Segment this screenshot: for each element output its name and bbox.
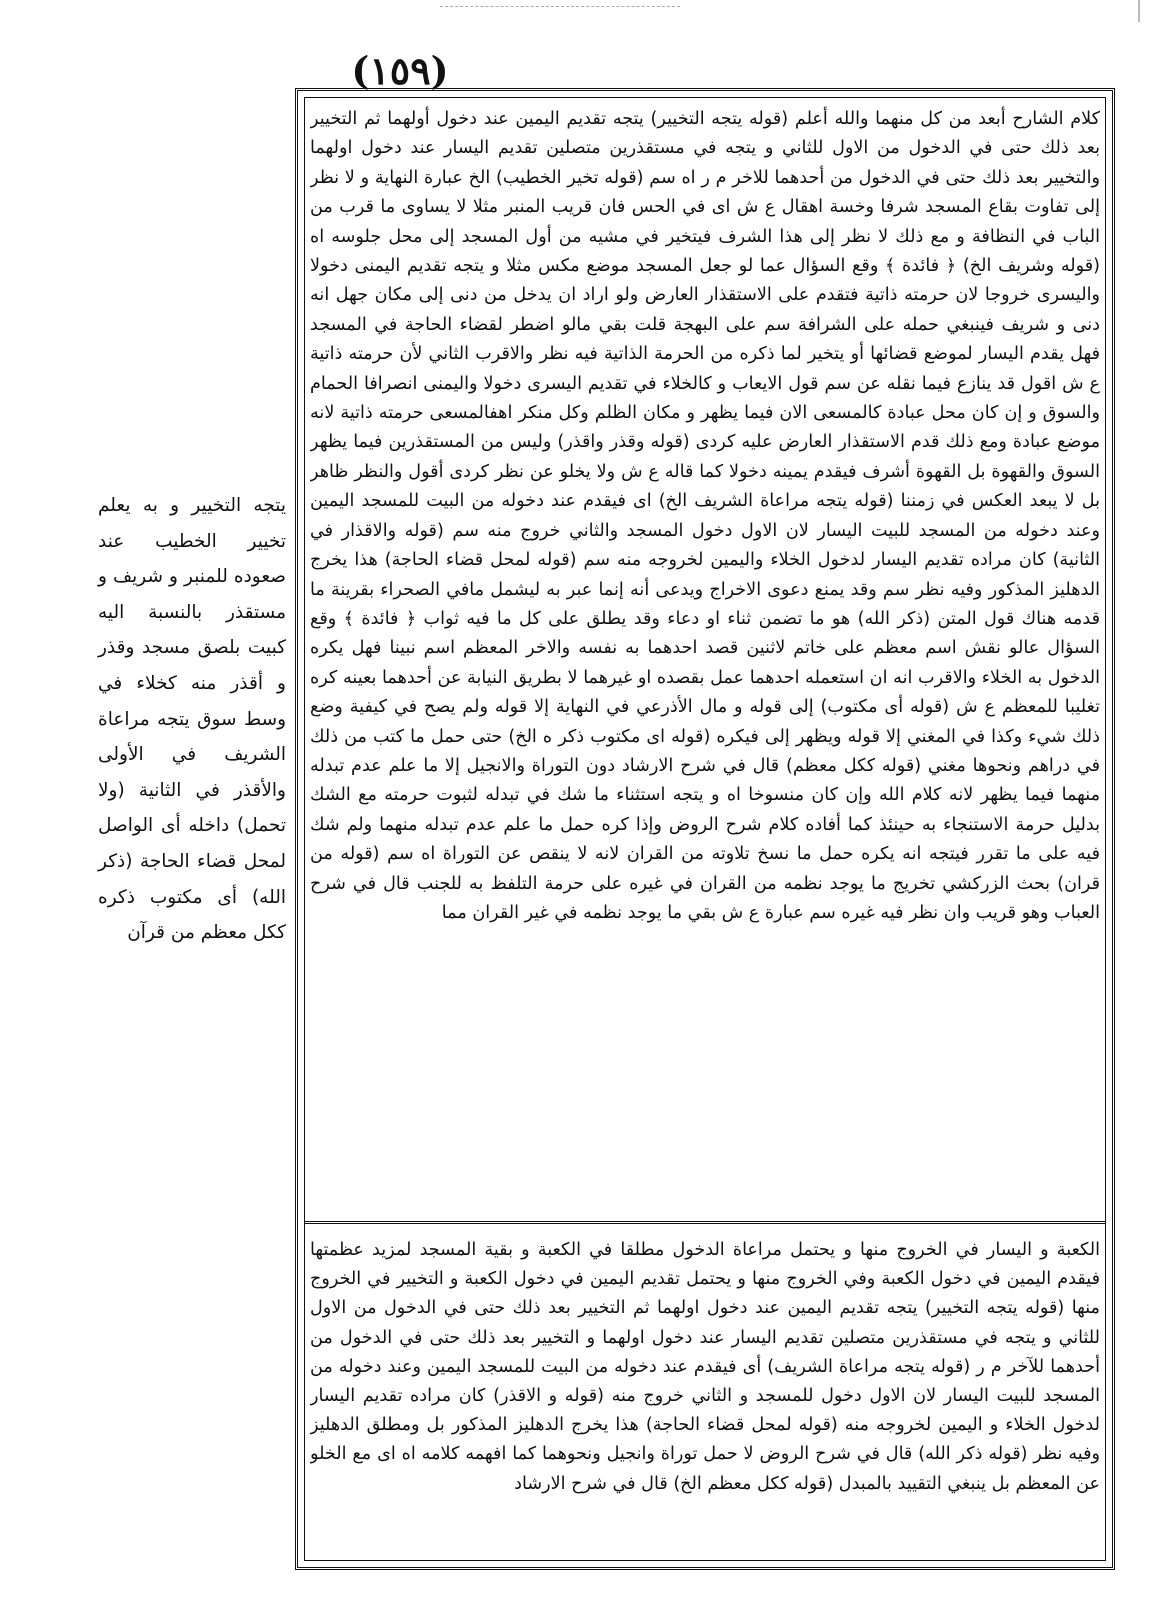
- margin-matn-text: يتجه التخيير و به يعلم تخيير الخطيب عند صعوده للمنبر و شريف و مستقذر بالنسبة اليه كبيت بلصق مسجد وقذر و أقذر منه كخلاء في وسط سوق يتجه مراعاة الشريف في الأولى والأقذر في الثانية (ولا تحمل) داخله أى الواصل لمحل قضاء الحاجة (ذكر الله) أى مكتوب ذكره ككل معظم من قرآن: [98, 495, 286, 944]
- scan-edge-mark: [440, 6, 680, 7]
- scan-corner-mark: [1138, 0, 1140, 22]
- section-divider: [304, 1221, 1106, 1224]
- commentary-frame: [295, 88, 1115, 1570]
- page-number: (١٥٩): [351, 48, 449, 93]
- main-paragraph: كلام الشارح أبعد من كل منهما والله أعلم (قوله يتجه التخيير) يتجه تقديم اليمين عند دخول أولهما ثم التخيير بعد ذلك حتى في الدخول من الاول للثاني و يتجه في مستقذرين متصلين تقديم اليسار عند دخول اولهما والتخيير بعد ذلك حتى في الدخول من أحدهما للاخر م ر اه سم (قوله تخير الخطيب) الخ عبارة النهاية و لا نظر إلى تفاوت بقاع المسجد شرفا وخسة اهقال ع ش اى في الحس فان قريب المنبر مثلا لا يساوى ما قرب من الباب في النظافة و مع ذلك لا نظر إلى هذا الشرف فيتخير في مشيه من أول المسجد إلى محل جلوسه اه (قوله وشريف الخ) ﴿ فائدة ﴾ وقع السؤال عما لو جعل المسجد موضع مكس مثلا و يتجه تقديم اليمنى دخولا واليسرى خروجا لان حرمته ذاتية فتقدم على الاستقذار العارض ولو اراد ان يدخل من دنى إلى مكان جهل انه دنى و شريف فينبغي حمله على الشرافة سم على البهجة قلت بقي مالو اضطر لقضاء الحاجة في المسجد فهل يقدم اليسار لموضع قضائها أو يتخير لما ذكره من الحرمة الذاتية فيه نظر والاقرب الثاني لأن حرمته ذاتية ع ش اقول قد ينازع فيما نقله عن سم قول الايعاب و كالخلاء في تقديم اليسرى دخولا واليمنى انصرافا الحمام والسوق و إن كان محل عبادة كالمسعى الان فيما يظهر و مكان الظلم وكل منكر اهفالمسعى حرمته ذاتية لانه موضع عبادة ومع ذلك قدم الاستقذار العارض عليه كردى (قوله وقذر واقذر) وليس من المستقذرين فيما يظهر السوق والقهوة بل القهوة أشرف فيقدم يمينه دخولا كما قاله ع ش ولا يخلو عن نظر كردى أقول والنظر ظاهر بل لا يبعد العكس في زمننا (قوله يتجه مراعاة الشريف الخ) اى فيقدم عند دخوله من البيت للمسجد اليمين وعند دخوله من المسجد للبيت اليسار لان الاول دخول المسجد والثاني خروج منه سم (قوله والاقذار في الثانية) كان مراده تقديم اليسار لدخول الخلاء واليمين لخروجه منه سم (قوله لمحل قضاء الحاجة) هذا يخرج الدهليز المذكور وفيه نظر سم وقد يمنع دعوى الاخراج ويدعى أنه إنما عبر به ليشمل مافي الصحراء بقرينة ما قدمه هناك قول المتن (ذكر الله) هو ما تضمن ثناء او دعاء وقد يطلق على كل ما فيه ثواب ﴿ فائدة ﴾ وقع السؤال عالو نقش اسم معظم على خاتم لاثنين قصد احدهما به نفسه والاخر المعظم اسم نبينا فهل يكره الدخول به الخلاء والاقرب انه ان استعمله احدهما عمل بقصده او غيرهما لا بطريق النيابة عن أحدهما بعينه كره تغليبا للمعظم ع ش (قوله أى مكتوب) إلى قوله و مال الأذرعي في النهاية إلا قوله ولم يصح في كيفية وضع ذلك شيء وكذا في المغني إلا قوله ويظهر إلى فيكره (قوله اى مكتوب ذكر ه الخ) حتى حمل ما كتب من ذلك في دراهم ونحوها مغني (قوله ككل معظم) قال في شرح الارشاد دون التوراة والانجيل إلا ما علم عدم تبدله منهما فيما يظهر لانه كلام الله وإن كان منسوخا اه و يتجه استثناء ما شك في تبدله لثبوت حرمته مع الشك بدليل حرمة الاستنجاء به حينئذ كما أفاده كلام شرح الروض وإذا كره حمل ما علم عدم تبدله منهما ولم شك فيه على ما تقرر فيتجه انه يكره حمل ما نسخ تلاوته من القران لانه لا ينقص عن التوراة اه سم (قوله من قران) بحث الزركشي تخريج ما يوجد نظمه من القران في غيره على حرمة التلفظ به للجنب قال في شرح العباب وهو قريب وان نظر فيه غيره سم عبارة ع ش بقي ما يوجد نظمه في غير القران مما: [310, 109, 1100, 923]
- lower-commentary: [310, 1236, 1100, 1566]
- lower-paragraph: الكعبة و اليسار في الخروج منها و يحتمل مراعاة الدخول مطلقا في الكعبة و بقية المسجد لمزيد عظمتها فيقدم اليمين في دخول الكعبة وفي الخروج منها و يحتمل تقديم اليمين في دخول الكعبة و التخيير في الخروج منها (قوله يتجه التخيير) يتجه تقديم اليمين عند دخول اولهما ثم التخيير بعد ذلك حتى في الدخول من الاول للثاني و يتجه في مستقذرين متصلين تقديم اليسار عند دخول اولهما و التخيير بعد ذلك حتى في الدخول من أحدهما للآخر م ر (قوله يتجه مراعاة الشريف) أى فيقدم عند دخوله من البيت للمسجد اليمين وعند دخوله من المسجد للبيت اليسار لان الاول دخول للمسجد و الثاني خروج منه (قوله و الاقذر) كان مراده تقديم اليسار لدخول الخلاء و اليمين لخروجه منه (قوله لمحل قضاء الحاجة) هذا يخرج الدهليز المذكور بل ومطلق الدهليز وفيه نظر (قوله ذكر الله) قال في شرح الروض لا حمل توراة وانجيل ونحوهما كما افهمه كلامه اه اى مع الخلو عن المعظم بل ينبغي التقييد بالمبدل (قوله ككل معظم الخ) قال في شرح الارشاد: [310, 1240, 1100, 1494]
- main-commentary: [310, 105, 1100, 1195]
